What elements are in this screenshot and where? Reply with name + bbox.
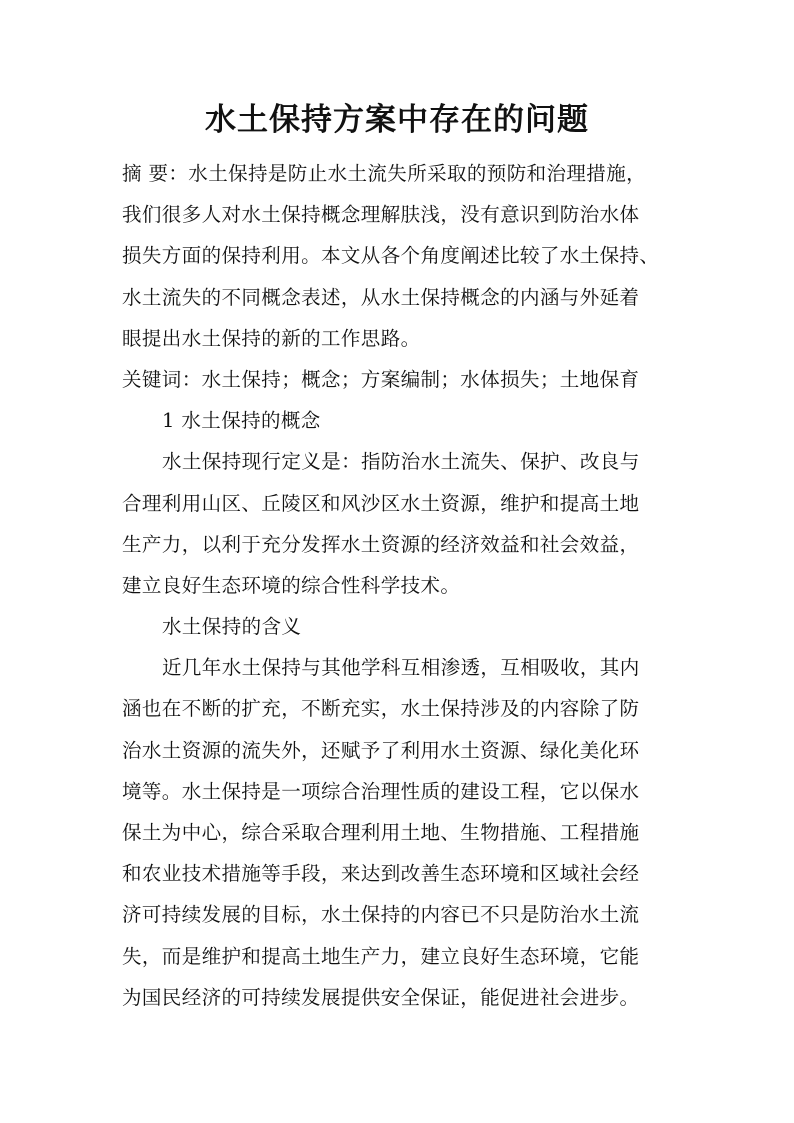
text-line: 我们很多人对水土保持概念理解肤浅，没有意识到防治水体 (122, 203, 640, 227)
text-line: 水土流失的不同概念表述，从水土保持概念的内涵与外延着 (122, 285, 640, 309)
text-line: 生产力，以利于充分发挥水土资源的经济效益和社会效益， (122, 532, 640, 556)
text-line: 保土为中心，综合采取合理利用土地、生物措施、工程措施 (122, 821, 640, 844)
text-line: 治水土资源的流失外，还赋予了利用水土资源、绿化美化环 (122, 738, 640, 762)
text-line: 合理利用山区、丘陵区和风沙区水土资源，维护和提高土地 (122, 491, 640, 515)
text-line: 和农业技术措施等手段，来达到改善生态环境和区域社会经 (122, 862, 640, 886)
text-line: 眼提出水土保持的新的工作思路。 (122, 326, 421, 350)
text-line: 水土保持的含义 (162, 615, 302, 639)
text-line: 失，而是维护和提高土地生产力，建立良好生态环境，它能 (122, 944, 640, 968)
text-line: 为国民经济的可持续发展提供安全保证，能促进社会进步。 (122, 985, 640, 1009)
document-body (122, 156, 682, 1021)
document-title: 水土保持方案中存在的问题 (205, 102, 589, 138)
text-line: 近几年水土保持与其他学科互相渗透，互相吸收，其内 (162, 656, 640, 680)
text-line: 水土保持现行定义是：指防治水土流失、保护、改良与 (162, 450, 640, 474)
text-line: 境等。水土保持是一项综合治理性质的建设工程，它以保水 (122, 779, 640, 803)
text-line: 损失方面的保持利用。本文从各个角度阐述比较了水土保持、 (122, 244, 660, 268)
text-line: 涵也在不断的扩充，不断充实，水土保持涉及的内容除了防 (122, 697, 640, 721)
text-line: 摘 要：水土保持是防止水土流失所采取的预防和治理措施， (122, 162, 646, 185)
text-line: 关键词：水土保持；概念；方案编制；水体损失；土地保育 (122, 367, 640, 391)
text-line: 建立良好生态环境的综合性科学技术。 (122, 573, 461, 597)
text-line: 1 水土保持的概念 (162, 409, 321, 433)
text-line: 济可持续发展的目标，水土保持的内容已不只是防治水土流 (122, 903, 640, 927)
